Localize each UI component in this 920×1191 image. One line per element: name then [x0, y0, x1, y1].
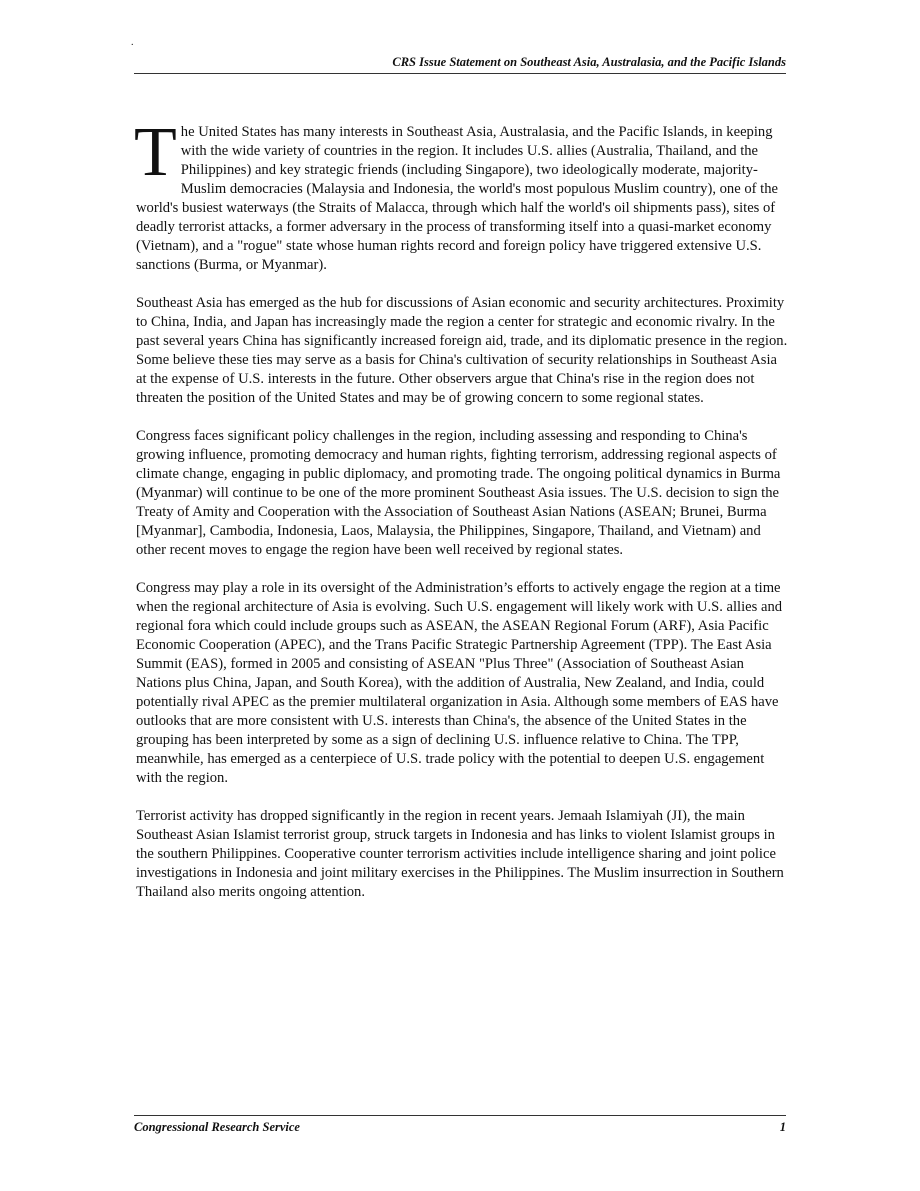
document-body: [134, 114, 788, 921]
paragraph-policy-challenges: Congress faces significant policy challenges in the region, including assessing and responding to China's growing influence, promoting democracy and human rights, fighting terrorism, addressing regional aspects of climate change, engaging in public diplomacy, and promoting trade. The ongoing political dynamics in Burma (Myanmar) will continue to be one of the more prominent Southeast Asia issues. The U.S. decision to sign the Treaty of Amity and Cooperation with the Association of Southeast Asian Nations (ASEAN; Brunei, Burma [Myanmar], Cambodia, Indonesia, Laos, Malaysia, the Philippines, Singapore, Thailand, and Vietnam) and other recent moves to engage the region have been well received by regional states.: [136, 428, 781, 558]
stray-mark: .: [131, 37, 134, 48]
paragraph-architecture: Southeast Asia has emerged as the hub for discussions of Asian economic and security architectures. Proximity to China, India, and Japan has increasingly made the region a center for strategic and economic rivalry. In the past several years China has significantly increased foreign aid, trade, and its diplomatic presence in the region. Some believe these ties may serve as a basis for China's cultivation of security relationships in Southeast Asia at the expense of U.S. interests in the future. Other observers argue that China's rise in the region does not threaten the position of the United States and may be of growing concern to some regional states.: [136, 295, 788, 406]
drop-cap: T: [134, 114, 177, 191]
paragraph-congress-role: Congress may play a role in its oversight of the Administration’s efforts to actively engage the region at a time when the regional architecture of Asia is evolving. Such U.S. engagement will likely work with U.S. allies and regional fora which could include groups such as ASEAN, the ASEAN Regional Forum (ARF), Asia Pacific Economic Cooperation (APEC), and the Trans Pacific Strategic Partnership Agreement (TPP). The East Asia Summit (EAS), formed in 2005 and consisting of ASEAN "Plus Three" (Association of Southeast Asian Nations plus China, Japan, and South Korea), with the addition of Australia, New Zealand, and India, could potentially rival APEC as the premier multilateral organization in Asia. Although some members of EAS have outlooks that are more consistent with U.S. interests than China's, the absence of the United States in the grouping has been interpreted by some as a sign of declining U.S. influence relative to China. The TPP, meanwhile, has emerged as a centerpiece of U.S. trade policy with the potential to deepen U.S. engagement with the region.: [136, 580, 783, 786]
paragraph-intro-text: he United States has many interests in Southeast Asia, Australasia, and the Pacific Islands, in keeping with the wide variety of countries in the region. It includes U.S. allies (Australia, Thailand, and the Philippines) and key strategic friends (including Singapore), two ideologically moderate, majority-Muslim democracies (Malaysia and Indonesia, the world's most populous Muslim country), one of the world's busiest waterways (the Straits of Malacca, through which half the world's oil shipments pass), sites of deadly terrorist attacks, a former adversary in the process of transforming itself into a quasi-market economy (Vietnam), and a "rogue" state whose human rights record and foreign policy have triggered extensive U.S. sanctions (Burma, or Myanmar).: [136, 124, 778, 273]
running-header: [134, 55, 786, 74]
page-footer: [134, 1115, 786, 1135]
paragraph-intro: [134, 114, 788, 275]
paragraph-terrorism: Terrorist activity has dropped significantly in the region in recent years. Jemaah Islamiyah (JI), the main Southeast Asian Islamist terrorist group, struck targets in Indonesia and has links to violent Islamist groups in the southern Philippines. Cooperative counter terrorism activities include intelligence sharing and joint police investigations in Indonesia and joint military exercises in the Philippines. The Muslim insurrection in Southern Thailand also merits ongoing attention.: [136, 808, 784, 900]
page-number: 1: [779, 1120, 786, 1134]
footer-publisher: Congressional Research Service: [134, 1120, 300, 1134]
running-title: CRS Issue Statement on Southeast Asia, Australasia, and the Pacific Islands: [392, 55, 786, 69]
